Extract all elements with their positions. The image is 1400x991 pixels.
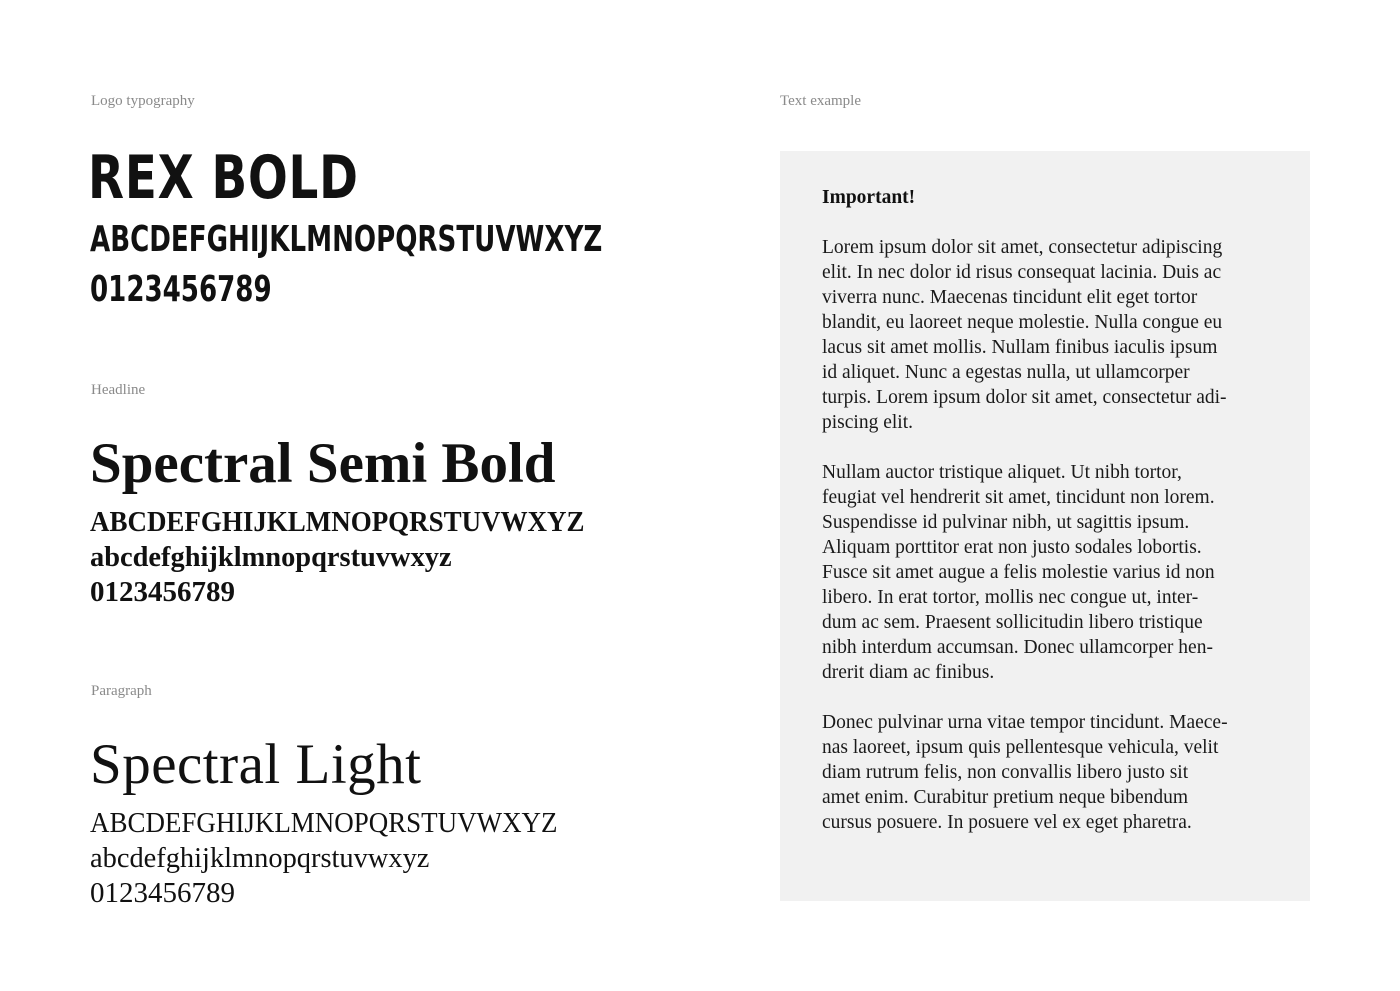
example-title: Important! xyxy=(822,187,916,208)
headline-uppercase: ABCDEFGHIJKLMNOPQRSTUVWXYZ xyxy=(90,506,585,538)
example-paragraph-2: Nullam auctor tristique aliquet. Ut nibh tortor, feugiat vel hendrerit sit amet, tincidunt non lorem. Suspendisse id pulvinar nibh, ut sagittis ipsum. Aliquam porttitor erat non justo sodales lobortis. Fusce sit amet augue a felis molestie varius id non libero. In erat tortor, mollis nec congue ut, inter- dum ac sem. Praesent sollicitudin libero tristique nibh interdum accumsan. Donec ullamcorper hen- drerit diam ac finibus. xyxy=(822,462,1215,683)
example-paragraph-1: Lorem ipsum dolor sit amet, consectetur adipiscing elit. In nec dolor id risus consequat lacinia. Duis ac viverra nunc. Maecenas tincidunt elit eget tortor blandit, eu laoreet neque molestie. Nulla congue eu lacus sit amet mollis. Nullam finibus iaculis ipsum id aliquet. Nunc a egestas nulla, ut ullamcorper turpis. Lorem ipsum dolor sit amet, consectetur adi- piscing elit. xyxy=(822,237,1227,433)
paragraph-font-name: Spectral Light xyxy=(90,733,422,796)
paragraph-label: Paragraph xyxy=(91,683,152,699)
paragraph-uppercase: ABCDEFGHIJKLMNOPQRSTUVWXYZ xyxy=(90,807,558,839)
paragraph-lowercase: abcdefghijklmnopqrstuvwxyz xyxy=(90,842,430,874)
logo-font-name: REX BOLD xyxy=(88,143,359,213)
headline-lowercase: abcdefghijklmnopqrstuvwxyz xyxy=(90,541,452,573)
headline-font-name: Spectral Semi Bold xyxy=(90,432,556,495)
example-paragraph-3: Donec pulvinar urna vitae tempor tincidunt. Maece- nas laoreet, ipsum quis pellentesque vehicula, velit diam rutrum felis, non convallis libero justo sit amet enim. Curabitur pretium neque bibendum cursus posuere. In posuere vel ex eget pharetra. xyxy=(822,712,1228,833)
text-example-panel xyxy=(780,151,1310,901)
text-example-label: Text example xyxy=(780,93,861,109)
logo-digits: 0123456789 xyxy=(90,269,272,310)
headline-label: Headline xyxy=(91,382,146,398)
logo-typography-label: Logo typography xyxy=(91,93,195,109)
logo-alphabet: ABCDEFGHIJKLMNOPQRSTUVWXYZ xyxy=(90,219,603,260)
paragraph-digits: 0123456789 xyxy=(90,877,235,909)
headline-digits: 0123456789 xyxy=(90,576,235,608)
